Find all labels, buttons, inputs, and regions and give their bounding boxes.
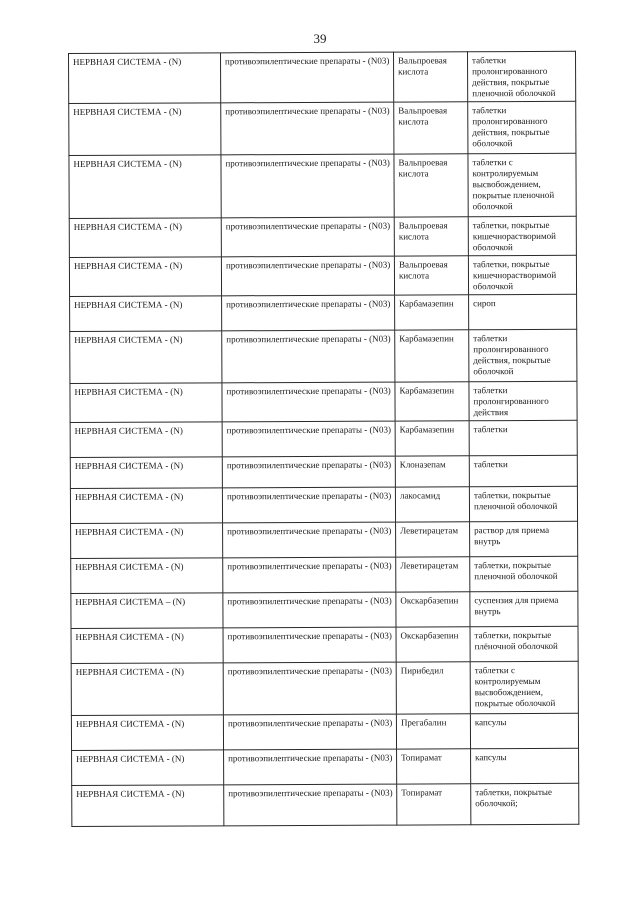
subgroup-cell: противоэпилептические препараты - (N03) xyxy=(223,662,396,715)
table-row xyxy=(72,748,579,785)
drug-name-cell: Вальпроевая кислота xyxy=(394,256,468,295)
dosage-form-cell: таблетки пролонгированного действия, покрытые оболочкой xyxy=(468,101,576,153)
subgroup-cell: противоэпилептические препараты - (N03) xyxy=(223,557,396,593)
drug-name-cell: Прегабалин xyxy=(396,714,470,749)
subgroup-cell: противоэпилептические препараты - (N03) xyxy=(222,421,395,457)
table-row xyxy=(69,255,576,296)
dosage-form-cell: таблетки, покрытые пленочной оболочкой xyxy=(470,556,578,591)
drug-name-cell: Клоназепам xyxy=(395,456,469,487)
table-row xyxy=(71,591,578,628)
group-cell: НЕРВНАЯ СИСТЕМА - (N) xyxy=(71,663,223,716)
subgroup-cell: противоэпилептические препараты - (N03) xyxy=(223,522,396,558)
subgroup-cell: противоэпилептические препараты - (N03) xyxy=(221,52,394,103)
drug-name-cell: Пирибедил xyxy=(396,662,470,714)
group-cell: НЕРВНАЯ СИСТЕМА - (N) xyxy=(71,628,223,664)
dosage-form-cell: таблетки с контролируемым высвобождением, покрытые пленочной оболочкой xyxy=(468,153,576,216)
subgroup-cell: противоэпилептические препараты - (N03) xyxy=(223,627,396,663)
dosage-form-cell: таблетки xyxy=(469,420,577,455)
drug-name-cell: Вальпроевая кислота xyxy=(394,102,468,154)
subgroup-cell: противоэпилептические препараты - (N03) xyxy=(223,714,396,750)
dosage-form-cell: таблетки пролонгированного действия, покрытые оболочкой xyxy=(469,329,577,381)
table-row xyxy=(69,153,576,218)
table-row xyxy=(69,51,576,103)
dosage-form-cell: таблетки, покрытые кишечнорастворимой оболочкой xyxy=(468,255,576,294)
dosage-form-cell: раствор для приема внутрь xyxy=(470,521,578,556)
group-cell: НЕРВНАЯ СИСТЕМА – (N) xyxy=(71,593,223,629)
table-row xyxy=(70,486,577,523)
group-cell: НЕРВНАЯ СИСТЕМА - (N) xyxy=(72,785,224,827)
page-number: 39 xyxy=(313,31,327,46)
subgroup-cell: противоэпилептические препараты - (N03) xyxy=(221,102,394,155)
dosage-form-cell: таблетки пролонгированного действия, покрытые пленочной оболочкой xyxy=(467,51,575,101)
subgroup-cell: противоэпилептические препараты - (N03) xyxy=(222,295,395,331)
drug-name-cell: Топирамат xyxy=(397,784,471,825)
dosage-form-cell: таблетки пролонгированного действия xyxy=(469,381,577,420)
dosage-form-cell: сироп xyxy=(469,294,577,329)
table-row xyxy=(70,329,577,383)
drug-name-cell: Леветирацетам xyxy=(396,522,470,557)
group-cell: НЕРВНАЯ СИСТЕМА - (N) xyxy=(70,488,222,524)
dosage-form-cell: суспензия для приема внутрь xyxy=(470,591,578,626)
table-row xyxy=(69,216,576,257)
group-cell: НЕРВНАЯ СИСТЕМА - (N) xyxy=(70,422,222,458)
table-row xyxy=(70,381,577,422)
group-cell: НЕРВНАЯ СИСТЕМА - (N) xyxy=(69,155,221,219)
drug-name-cell: Леветирацетам xyxy=(396,557,470,592)
group-cell: НЕРВНАЯ СИСТЕМА - (N) xyxy=(71,715,223,751)
drug-name-cell: Топирамат xyxy=(397,749,471,784)
group-cell: НЕРВНАЯ СИСТЕМА - (N) xyxy=(69,218,221,258)
subgroup-cell: противоэпилептические препараты - (N03) xyxy=(221,256,394,296)
group-cell: НЕРВНАЯ СИСТЕМА - (N) xyxy=(70,457,222,489)
group-cell: НЕРВНАЯ СИСТЕМА - (N) xyxy=(70,383,222,423)
group-cell: НЕРВНАЯ СИСТЕМА - (N) xyxy=(72,750,224,786)
dosage-form-cell: капсулы xyxy=(470,713,578,748)
group-cell: НЕРВНАЯ СИСТЕМА - (N) xyxy=(71,523,223,559)
subgroup-cell: противоэпилептические препараты - (N03) xyxy=(222,382,395,422)
drug-name-cell: Вальпроевая кислота xyxy=(394,154,468,217)
group-cell: НЕРВНАЯ СИСТЕМА - (N) xyxy=(70,331,222,384)
table-row xyxy=(70,420,577,457)
dosage-form-cell: таблетки с контролируемым высвобождением, покрытые оболочкой xyxy=(470,661,578,713)
group-cell: НЕРВНАЯ СИСТЕМА - (N) xyxy=(69,103,221,156)
table-row xyxy=(71,556,578,593)
table-row xyxy=(70,294,577,331)
group-cell: НЕРВНАЯ СИСТЕМА - (N) xyxy=(69,257,221,297)
subgroup-cell: противоэпилептические препараты - (N03) xyxy=(221,154,394,218)
table-row xyxy=(71,626,578,663)
table-row xyxy=(71,661,578,715)
group-cell: НЕРВНАЯ СИСТЕМА - (N) xyxy=(69,53,221,104)
dosage-form-cell: капсулы xyxy=(471,748,579,783)
drug-name-cell: Вальпроевая кислота xyxy=(394,217,468,256)
table-row xyxy=(70,455,577,488)
drug-name-cell: Окскарбазепин xyxy=(396,592,470,627)
table-row xyxy=(69,101,576,155)
subgroup-cell: противоэпилептические препараты - (N03) xyxy=(224,749,397,785)
dosage-form-cell: таблетки, покрытые оболочкой; xyxy=(471,783,579,824)
dosage-form-cell: таблетки xyxy=(469,455,577,486)
table-row xyxy=(72,783,579,826)
drug-name-cell: Карбамазепин xyxy=(395,295,469,330)
group-cell: НЕРВНАЯ СИСТЕМА - (N) xyxy=(70,296,222,332)
drug-name-cell: Карбамазепин xyxy=(395,330,469,382)
drug-name-cell: Карбамазепин xyxy=(395,382,469,421)
dosage-form-cell: таблетки, покрытые плёночной оболочкой xyxy=(470,626,578,661)
subgroup-cell: противоэпилептические препараты - (N03) xyxy=(222,487,395,523)
group-cell: НЕРВНАЯ СИСТЕМА - (N) xyxy=(71,558,223,594)
dosage-form-cell: таблетки, покрытые кишечнорастворимой оболочкой xyxy=(468,216,576,255)
subgroup-cell: противоэпилептические препараты - (N03) xyxy=(224,784,397,826)
table-row xyxy=(71,713,578,750)
drug-name-cell: Карбамазепин xyxy=(395,421,469,456)
table-body xyxy=(69,51,579,826)
table-row xyxy=(71,521,578,558)
subgroup-cell: противоэпилептические препараты - (N03) xyxy=(223,592,396,628)
subgroup-cell: противоэпилептические препараты - (N03) xyxy=(222,456,395,488)
subgroup-cell: противоэпилептические препараты - (N03) xyxy=(222,330,395,383)
dosage-form-cell: таблетки, покрытые пленочной оболочкой xyxy=(469,486,577,521)
drug-name-cell: лакосамид xyxy=(395,487,469,522)
drug-name-cell: Вальпроевая кислота xyxy=(393,52,467,102)
subgroup-cell: противоэпилептические препараты - (N03) xyxy=(221,217,394,257)
drug-list-table xyxy=(68,51,579,827)
drug-name-cell: Окскарбазепин xyxy=(396,627,470,662)
